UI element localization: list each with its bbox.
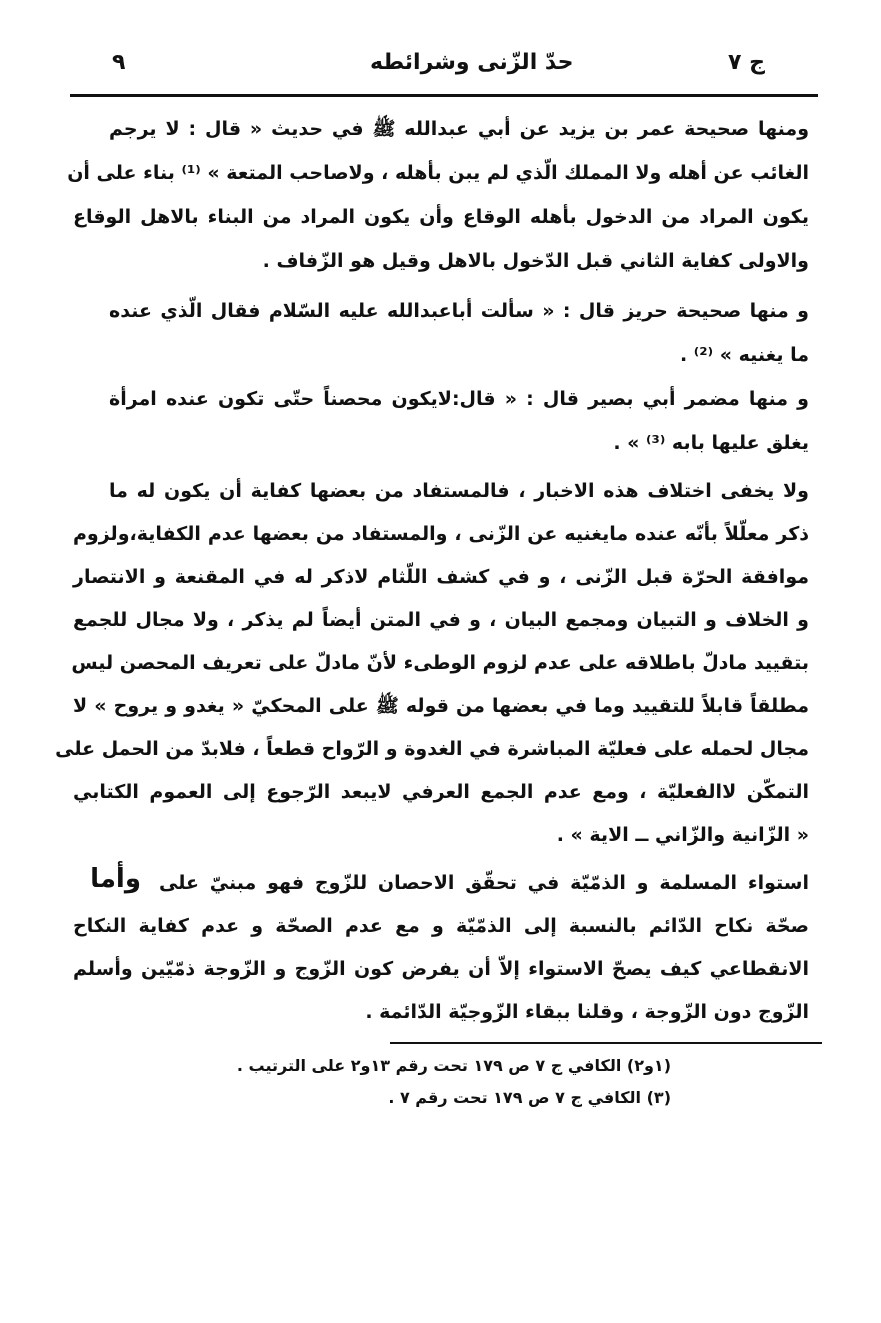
text-line: استواء المسلمة و الذمّيّة في تحقّق الاحصان للزّوج فهو مبنيّ على	[159, 872, 809, 894]
text-line: ذكر معلّلاً بأنّه عنده مايغنيه عن الزّنى ، والمستفاد من بعضها عدم الكفاية،ولزوم	[73, 523, 809, 545]
text-line: ولا يخفى اختلاف هذه الاخبار ، فالمستفاد من بعضها كفاية أن يكون له ما	[109, 480, 809, 502]
header-rule	[70, 94, 818, 97]
running-title: حدّ الزّنى وشرائطه	[370, 50, 574, 75]
page-number: ٩	[112, 50, 126, 75]
text-line: موافقة الحرّة قبل الزّنى ، و في كشف اللّثام لاذكر له في المقنعة و الانتصار	[73, 566, 809, 588]
text-line: مجال لحمله على فعليّة المباشرة في الغدوة و الرّواح قطعاً ، فلابدّ من الحمل على	[55, 738, 809, 760]
text-line: التمكّن لاالفعليّة ، ومع عدم الجمع العرفي لايبعد الرّجوع إلى العموم الكتابي	[73, 781, 809, 803]
text-line: يغلق عليها بابه ⁽³⁾ » .	[613, 432, 809, 454]
text-line: الانقطاعي كيف يصحّ الاستواء إلاّ أن يفرض كون الزّوج و الزّوجة ذمّيّين وأسلم	[73, 958, 809, 980]
text-line: يكون المراد من الدخول بأهله الوقاع وأن يكون المراد من البناء بالاهل الوقاع	[73, 206, 809, 228]
text-line: مطلقاً قابلاً للتقييد وما في بعضها من قوله ﷺ على المحكيّ « يغدو و يروح » لا	[73, 695, 809, 717]
text-line: و منها مضمر أبي بصير قال : « قال:لايكون محصناً حتّى تكون عنده امرأة	[109, 388, 809, 410]
volume-label: ج ٧	[728, 50, 765, 75]
text-line: و منها صحيحة حريز قال : « سألت أباعبدالله عليه السّلام فقال الّذي عنده	[109, 300, 809, 322]
footnote: (١و٢) الكافي ج ٧ ص ١٧٩ تحت رقم ١٣و٢ على الترتيب .	[236, 1056, 671, 1075]
text-line: و الخلاف و التبيان ومجمع البيان ، و في المتن أيضاً لم يذكر ، ولا مجال للجمع	[73, 609, 809, 631]
text-line: بتقييد مادلّ باطلاقه على عدم لزوم الوطىء لأنّ مادلّ على تعريف المحصن ليس	[71, 652, 809, 674]
text-line: ما يغنيه » ⁽²⁾ .	[679, 344, 809, 366]
text-line: ومنها صحيحة عمر بن يزيد عن أبي عبدالله ﷺ في حديث « قال : لا يرجم	[109, 118, 809, 140]
text-line: صحّة نكاح الدّائم بالنسبة إلى الذمّيّة و مع عدم الصحّة و عدم كفاية النكاح	[73, 915, 809, 937]
text-line: والاولى كفاية الثاني قبل الدّخول بالاهل وقيل هو الزّفاف .	[262, 250, 809, 272]
text-line: « الزّانية والزّاني ــ الاية » .	[556, 824, 809, 846]
text-line: الزّوج دون الزّوجة ، وقلنا ببقاء الزّوجيّة الدّائمة .	[365, 1001, 809, 1023]
footnote-rule	[390, 1042, 822, 1044]
paragraph-lead-word: وأما	[90, 864, 141, 894]
text-line: الغائب عن أهله ولا المملك الّذي لم يبن بأهله ، ولاصاحب المتعة » ⁽¹⁾ بناء على أن	[67, 162, 809, 184]
footnote: (٣) الكافي ج ٧ ص ١٧٩ تحت رقم ٧ .	[388, 1088, 671, 1107]
